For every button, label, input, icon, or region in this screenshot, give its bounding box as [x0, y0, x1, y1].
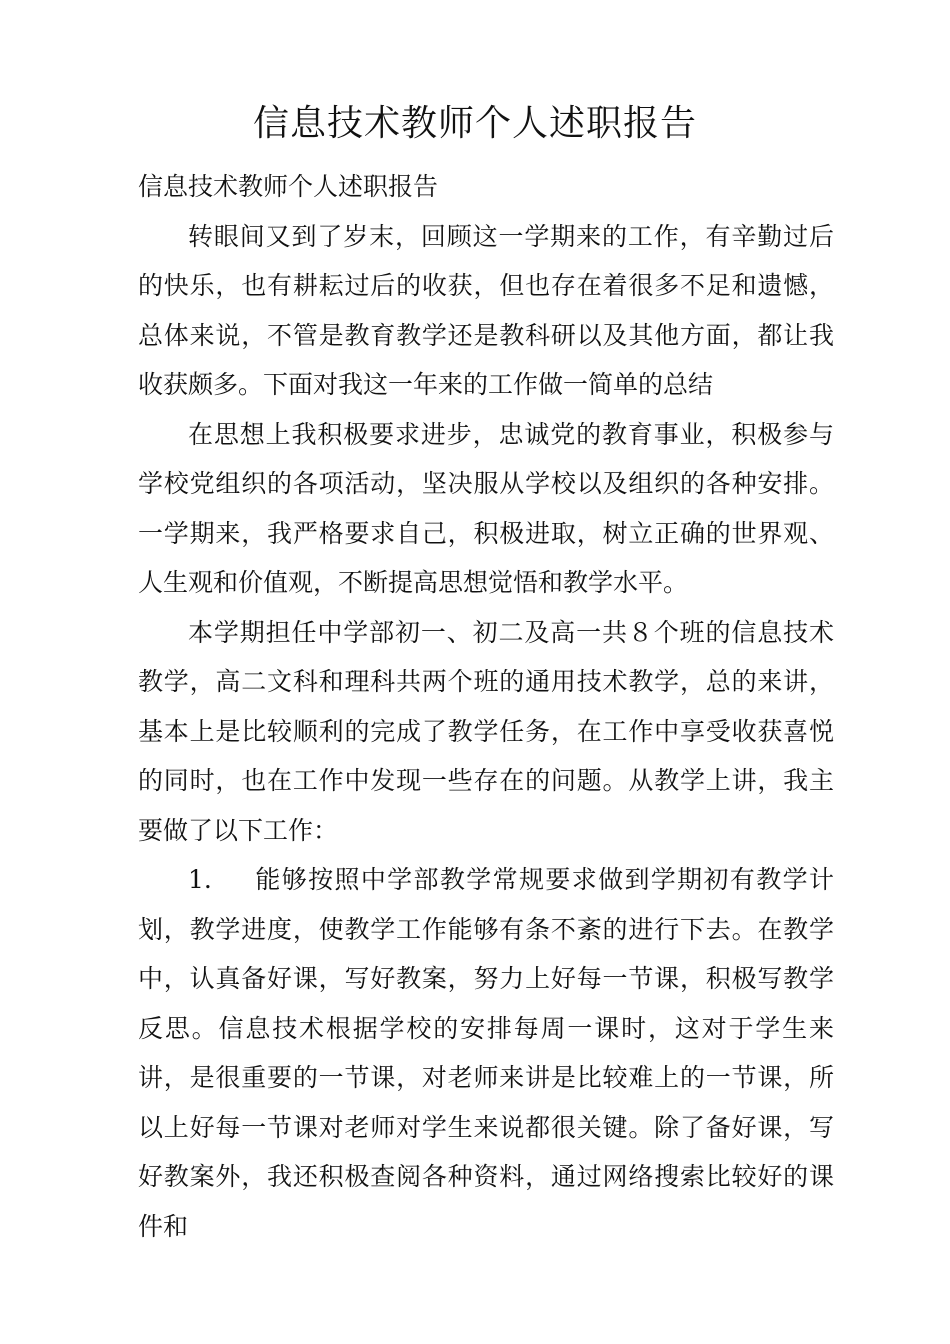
list-item-number: 1.	[188, 865, 212, 894]
list-item	[138, 855, 834, 1251]
document-title: 信息技术教师个人述职报告	[252, 103, 697, 144]
paragraph-thought: 在思想上我积极要求进步，忠诚党的教育事业，积极参与学校党组织的各项活动，坚决服从学校以及组织的各种安排。一学期来，我严格要求自己，积极进取，树立正确的世界观、人生观和价值观，不断提高思想觉悟和教学水平。	[138, 419, 834, 597]
paragraph-intro: 转眼间又到了岁末，回顾这一学期来的工作，有辛勤过后的快乐，也有耕耘过后的收获，但也存在着很多不足和遗憾，总体来说，不管是教育教学还是教科研以及其他方面，都让我收获颇多。下面对我这一年来的工作做一简单的总结	[138, 221, 834, 399]
list-item-text: 能够按照中学部教学常规要求做到学期初有教学计划，教学进度，使教学工作能够有条不紊的进行下去。在教学中，认真备好课，写好教案，努力上好每一节课，积极写教学反思。信息技术根据学校的安排每周一课时，这对于学生来讲，是很重要的一节课，对老师来讲是比较难上的一节课，所以上好每一节课对老师对学生来说都很关键。除了备好课，写好教案外，我还积极查阅各种资料，通过网络搜索比较好的课件和	[138, 865, 834, 1241]
document-subtitle: 信息技术教师个人述职报告	[138, 172, 439, 201]
document-body	[138, 162, 834, 1251]
paragraph-teaching: 本学期担任中学部初一、初二及高一共８个班的信息技术教学，高二文科和理科共两个班的通用技术教学，总的来讲，基本上是比较顺利的完成了教学任务，在工作中享受收获喜悦的同时，也在工作中发现一些存在的问题。从教学上讲，我主要做了以下工作：	[138, 617, 834, 845]
